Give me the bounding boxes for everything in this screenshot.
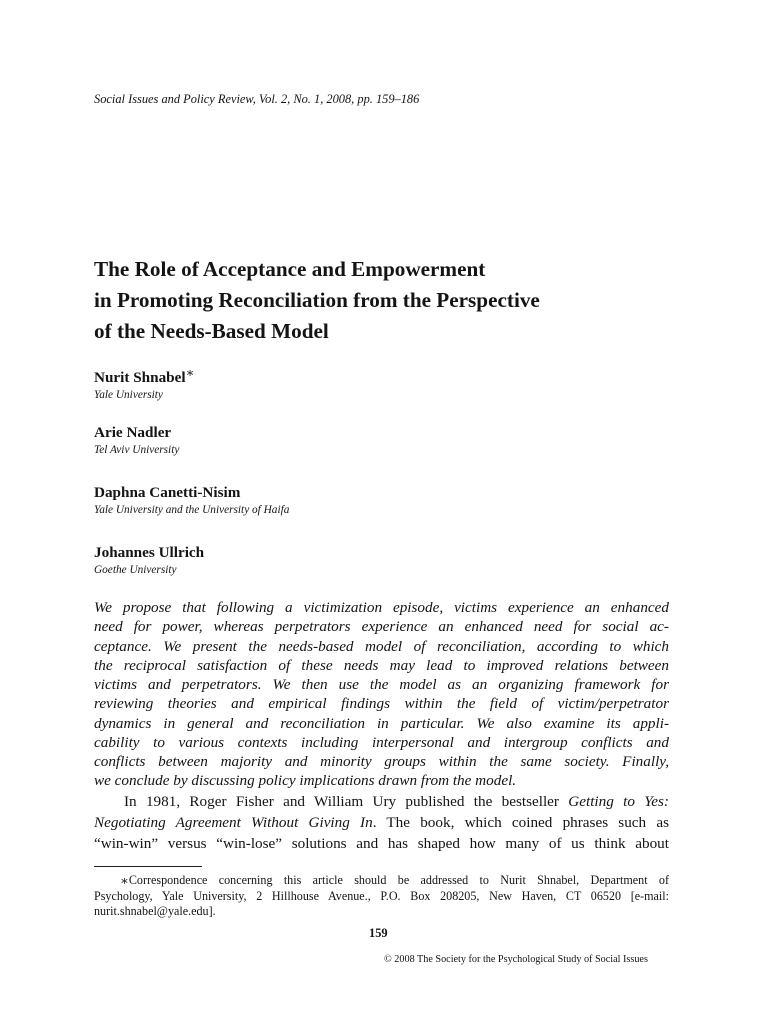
running-header: Social Issues and Policy Review, Vol. 2, No. 1, 2008, pp. 159–186: [94, 92, 420, 106]
abstract-line: cability to various contexts including interpersonal and intergroup conflicts and: [94, 733, 669, 751]
author-name: Nurit Shnabel∗: [94, 365, 195, 386]
footnote-mark: ∗: [120, 873, 129, 888]
footnote-divider: [94, 866, 202, 867]
title-line: of the Needs-Based Model: [94, 319, 329, 343]
author-name: Arie Nadler: [94, 424, 172, 441]
footnote-line: nurit.shnabel@yale.edu].: [94, 904, 216, 918]
author-affiliation: Yale University: [94, 389, 163, 401]
author-name: Johannes Ullrich: [94, 544, 205, 561]
author-block: [94, 483, 289, 518]
author-block: [94, 363, 194, 403]
copyright-notice: © 2008 The Society for the Psychological Study of Social Issues: [384, 954, 648, 965]
footnote-line: Psychology, Yale University, 2 Hillhouse Avenue., P.O. Box 208205, New Haven, CT 06520 [e-mail:: [94, 888, 669, 903]
author-affiliation: Goethe University: [94, 564, 177, 576]
author-affiliation: Tel Aviv University: [94, 444, 180, 456]
abstract-line: dynamics in general and reconciliation in particular. We also examine its appli-: [94, 714, 669, 732]
abstract-line: We propose that following a victimization episode, victims experience an enhanced: [94, 599, 669, 616]
abstract-line: we conclude by discussing policy implications drawn from the model.: [94, 772, 517, 790]
footnote: [94, 873, 669, 920]
body-line: In 1981, Roger Fisher and William Ury published the bestseller Getting to Yes:: [124, 793, 669, 810]
title-line: in Promoting Reconciliation from the Perspective: [94, 288, 540, 312]
body-line: “win-win” versus “win-lose” solutions and has shaped how many of us think about: [94, 835, 669, 852]
body-line: Negotiating Agreement Without Giving In. The book, which coined phrases such as: [94, 814, 669, 831]
abstract-line: conflicts between majority and minority groups within the same society. Finally,: [94, 753, 669, 770]
footnote-mark: ∗: [185, 365, 195, 380]
body-paragraph: [94, 791, 669, 854]
abstract-line: need for power, whereas perpetrators experience an enhanced need for social ac-: [94, 618, 669, 636]
abstract: [94, 598, 669, 791]
author-block: [94, 423, 179, 458]
author-block: [94, 543, 204, 578]
book-title: Getting to Yes:: [568, 793, 669, 810]
title-line: The Role of Acceptance and Empowerment: [94, 257, 486, 281]
author-name: Daphna Canetti-Nisim: [94, 484, 241, 501]
article-title: [94, 254, 694, 347]
abstract-line: victims and perpetrators. We then use the model as an organizing framework for: [94, 676, 669, 693]
abstract-line: the reciprocal satisfaction of these needs may lead to improved relations between: [94, 656, 669, 674]
author-affiliation: Yale University and the University of Haifa: [94, 504, 290, 516]
footnote-line: ∗Correspondence concerning this article should be addressed to Nurit Shnabel, Department of: [120, 873, 669, 888]
page-number: 159: [369, 926, 388, 940]
abstract-line: ceptance. We present the needs-based model of reconciliation, according to which: [94, 637, 669, 655]
abstract-line: reviewing theories and empirical findings within the field of victim/perpetrator: [94, 695, 669, 713]
book-title: Negotiating Agreement Without Giving In: [94, 814, 373, 831]
